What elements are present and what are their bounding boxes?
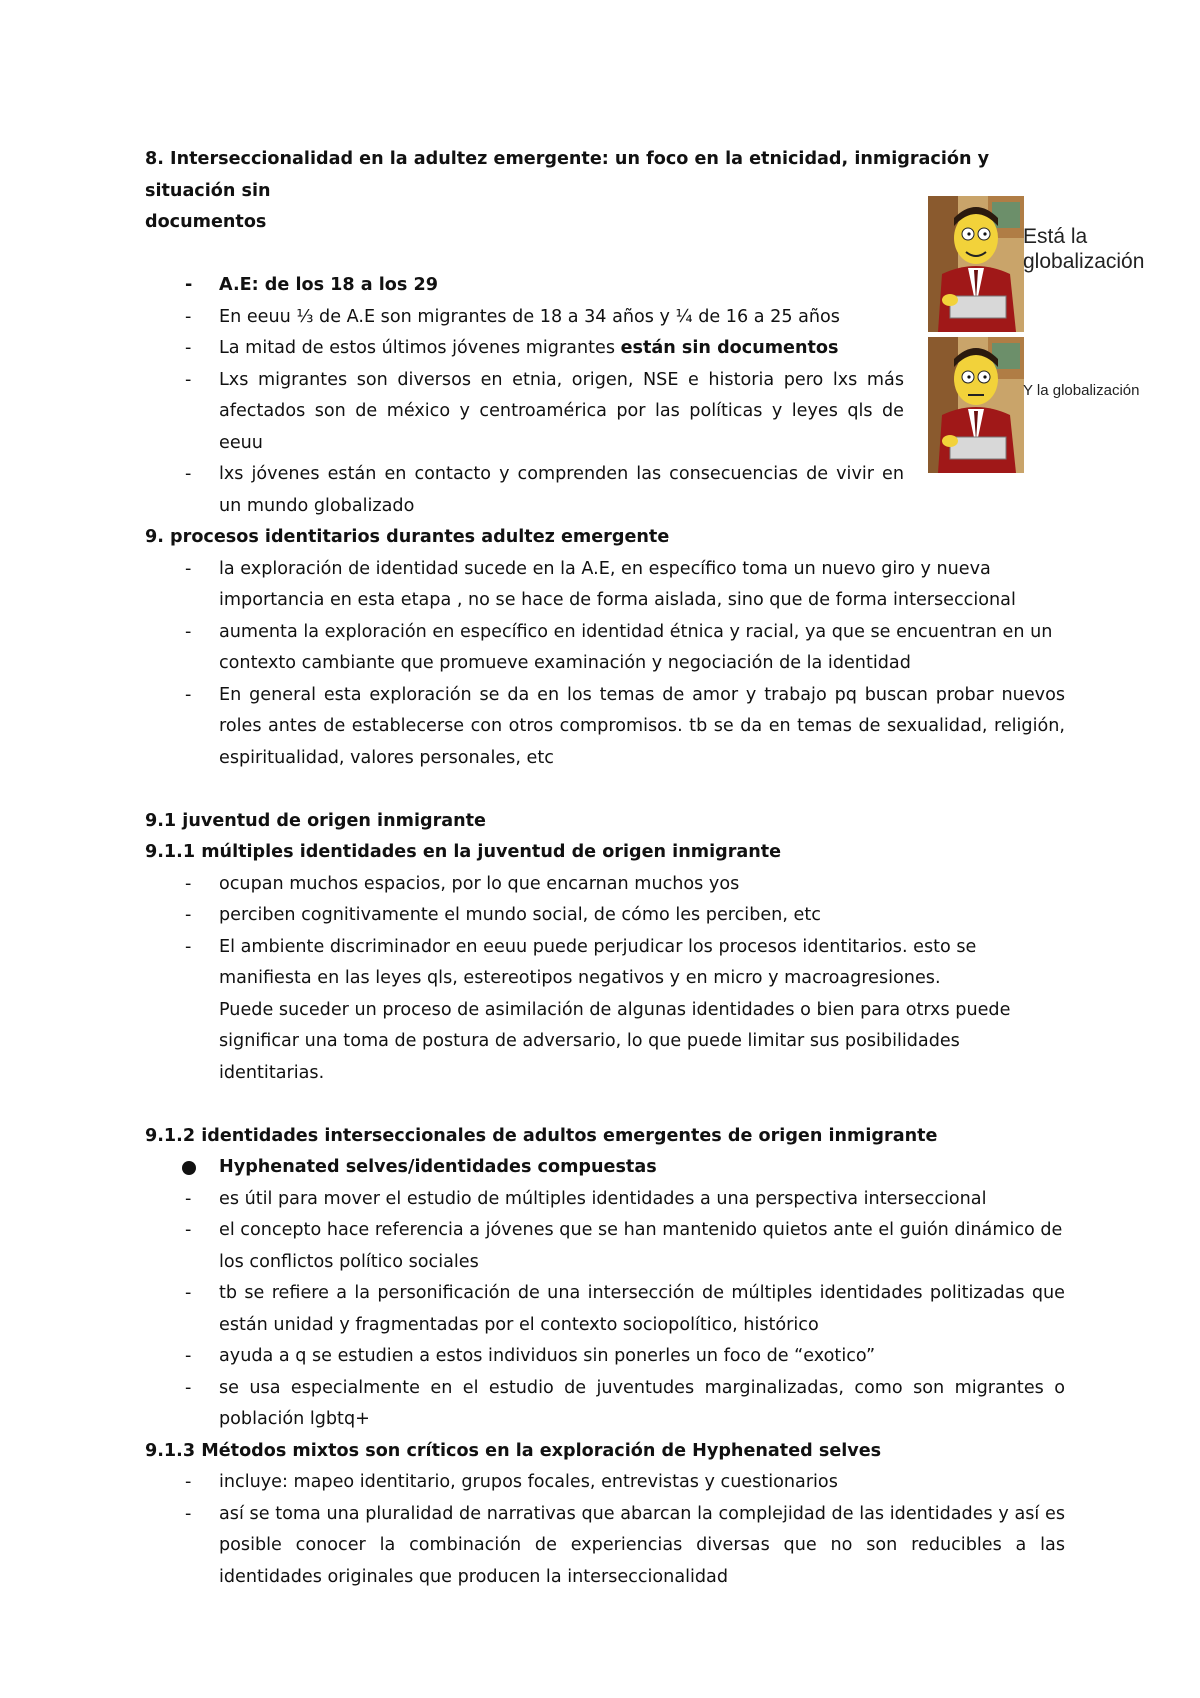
dash-marker: - [185, 1377, 192, 1398]
list-item [145, 900, 1065, 932]
list-item [145, 617, 1065, 680]
list-item-text: El ambiente discriminador en eeuu puede perjudicar los procesos identitarios. esto se manifiesta en las leyes qls, estereotipos negativos y en micro y macroagresiones. [219, 936, 977, 988]
dash-marker: - [185, 464, 192, 484]
dash-marker: - [185, 1220, 192, 1240]
list-item-text: así se toma una pluralidad de narrativas que abarcan la complejidad de las identidades y así es posible conocer la combinación de experiencias diversas que no son reducibles a las identidades originales que producen la interseccionalidad [219, 1503, 1065, 1587]
dash-marker: - [185, 1503, 192, 1524]
list-item-text: En general esta exploración se da en los temas de amor y trabajo pq buscan probar nuevos roles antes de establecerse con otros compromisos. tb se da en temas de sexualidad, religión, espiritualidad, valores personales, etc [219, 684, 1065, 768]
section-8-list [145, 270, 1065, 522]
section-8-heading-line-2: documentos [145, 212, 267, 232]
spacer [145, 774, 1065, 806]
list-item [145, 1278, 1065, 1341]
list-item-text: perciben cognitivamente el mundo social, de cómo les perciben, etc [219, 905, 821, 925]
dash-marker: - [185, 936, 192, 957]
list-item-text: aumenta la exploración en específico en identidad étnica y racial, ya que se encuentran en un contexto cambiante que promueve examinación y negociación de la identidad [219, 621, 1053, 673]
list-item-emphasis: están sin documentos [620, 338, 839, 358]
list-item [145, 1215, 1065, 1278]
section-9-1-2-heading: 9.1.2 identidades interseccionales de adultos emergentes de origen inmigrante [145, 1125, 938, 1146]
list-item-text: A.E: de los 18 a los 29 [219, 275, 438, 295]
list-item [145, 869, 1065, 901]
list-item-text: ayuda a q se estudien a estos individuos sin ponerles un foco de “exotico” [219, 1346, 876, 1366]
dash-marker: - [185, 905, 192, 925]
section-9-1-1-heading: 9.1.1 múltiples identidades en la juventud de origen inmigrante [145, 842, 782, 862]
list-item [145, 1373, 1065, 1436]
document-page [145, 144, 1065, 1593]
section-9-1-heading: 9.1 juventud de origen inmigrante [145, 810, 486, 831]
dash-marker: - [185, 1472, 192, 1492]
section-9-list [145, 554, 1065, 775]
section-9-1-1-list [145, 869, 1065, 995]
dash-marker: - [185, 306, 192, 327]
list-item-text: La mitad de estos últimos jóvenes migrantes [219, 338, 615, 358]
cartoon-man-illustration [928, 337, 1024, 473]
list-item-text: es útil para mover el estudio de múltiples identidades a una perspectiva interseccional [219, 1188, 987, 1209]
bullet-item [145, 1152, 1065, 1184]
cartoon-man-illustration [928, 196, 1024, 332]
continuation-paragraph: Puede suceder un proceso de asimilación de algunas identidades o bien para otrxs puede significar una toma de postura de adversario, lo que puede limitar sus posibilidades identitarias. [219, 999, 1011, 1083]
bullet-dot-icon [182, 1161, 196, 1175]
list-item [145, 302, 1065, 334]
list-item-text: se usa especialmente en el estudio de juventudes marginalizadas, como son migrantes o población lgbtq+ [219, 1377, 1065, 1429]
section-8-heading [145, 144, 1065, 239]
bullet-item-text: Hyphenated selves/identidades compuestas [219, 1157, 657, 1177]
section-9-1-3-list [145, 1467, 1065, 1593]
meme-caption-top: Está la globalización [1023, 225, 1145, 273]
dash-marker: - [185, 684, 192, 705]
list-item [145, 680, 1065, 775]
globalization-meme-image [928, 196, 1156, 473]
dash-marker: - [185, 338, 192, 358]
list-item-text: la exploración de identidad sucede en la A.E, en específico toma un nuevo giro y nueva importancia en esta etapa , no se hace de forma aislada, sino que de forma interseccional [219, 558, 1016, 610]
list-item [145, 459, 904, 522]
list-item-text: En eeuu ⅓ de A.E son migrantes de 18 a 34 años y ¼ de 16 a 25 años [219, 306, 840, 327]
section-9-heading: 9. procesos identitarios durantes adultez emergente [145, 527, 670, 547]
list-item [145, 932, 1065, 995]
list-item-text: tb se refiere a la personificación de una intersección de múltiples identidades politizadas que están unidad y fragmentadas por el contexto sociopolítico, histórico [219, 1283, 1065, 1335]
dash-marker: - [185, 1283, 192, 1303]
list-item-text: incluye: mapeo identitario, grupos focales, entrevistas y cuestionarios [219, 1472, 838, 1492]
list-item [145, 1467, 1065, 1499]
dash-marker: - [185, 369, 192, 390]
list-item [145, 1499, 1065, 1594]
meme-panel-top [928, 196, 1024, 332]
meme-panel-bottom [928, 337, 1024, 473]
dash-marker: - [185, 873, 192, 894]
dash-marker: - [185, 1346, 192, 1366]
list-item [145, 365, 904, 460]
dash-marker: - [185, 275, 193, 295]
list-item-text: Lxs migrantes son diversos en etnia, origen, NSE e historia pero lxs más afectados son de méxico y centroamérica por las políticas y leyes qls de eeuu [219, 369, 904, 453]
list-item-text: lxs jóvenes están en contacto y comprenden las consecuencias de vivir en un mundo globalizado [219, 464, 904, 516]
list-item [145, 554, 1065, 617]
list-item [145, 270, 1065, 302]
section-9-1-3-heading: 9.1.3 Métodos mixtos son críticos en la exploración de Hyphenated selves [145, 1440, 882, 1461]
spacer [145, 239, 1065, 271]
list-item [145, 1341, 1065, 1373]
meme-caption-bottom: Y la globalización [1023, 382, 1140, 399]
section-9-1-2-list [145, 1152, 1065, 1436]
section-8-heading-line-1: 8. Interseccionalidad en la adultez emergente: un foco en la etnicidad, inmigración y situación sin [145, 149, 990, 201]
dash-marker: - [185, 1188, 192, 1209]
spacer [145, 1089, 1065, 1121]
dash-marker: - [185, 558, 192, 579]
dash-marker: - [185, 621, 192, 642]
list-item-text: ocupan muchos espacios, por lo que encarnan muchos yos [219, 873, 740, 894]
list-item-text: el concepto hace referencia a jóvenes que se han mantenido quietos ante el guión dinámico de los conflictos político sociales [219, 1220, 1063, 1272]
list-item [145, 333, 1065, 365]
list-item [145, 1184, 1065, 1216]
